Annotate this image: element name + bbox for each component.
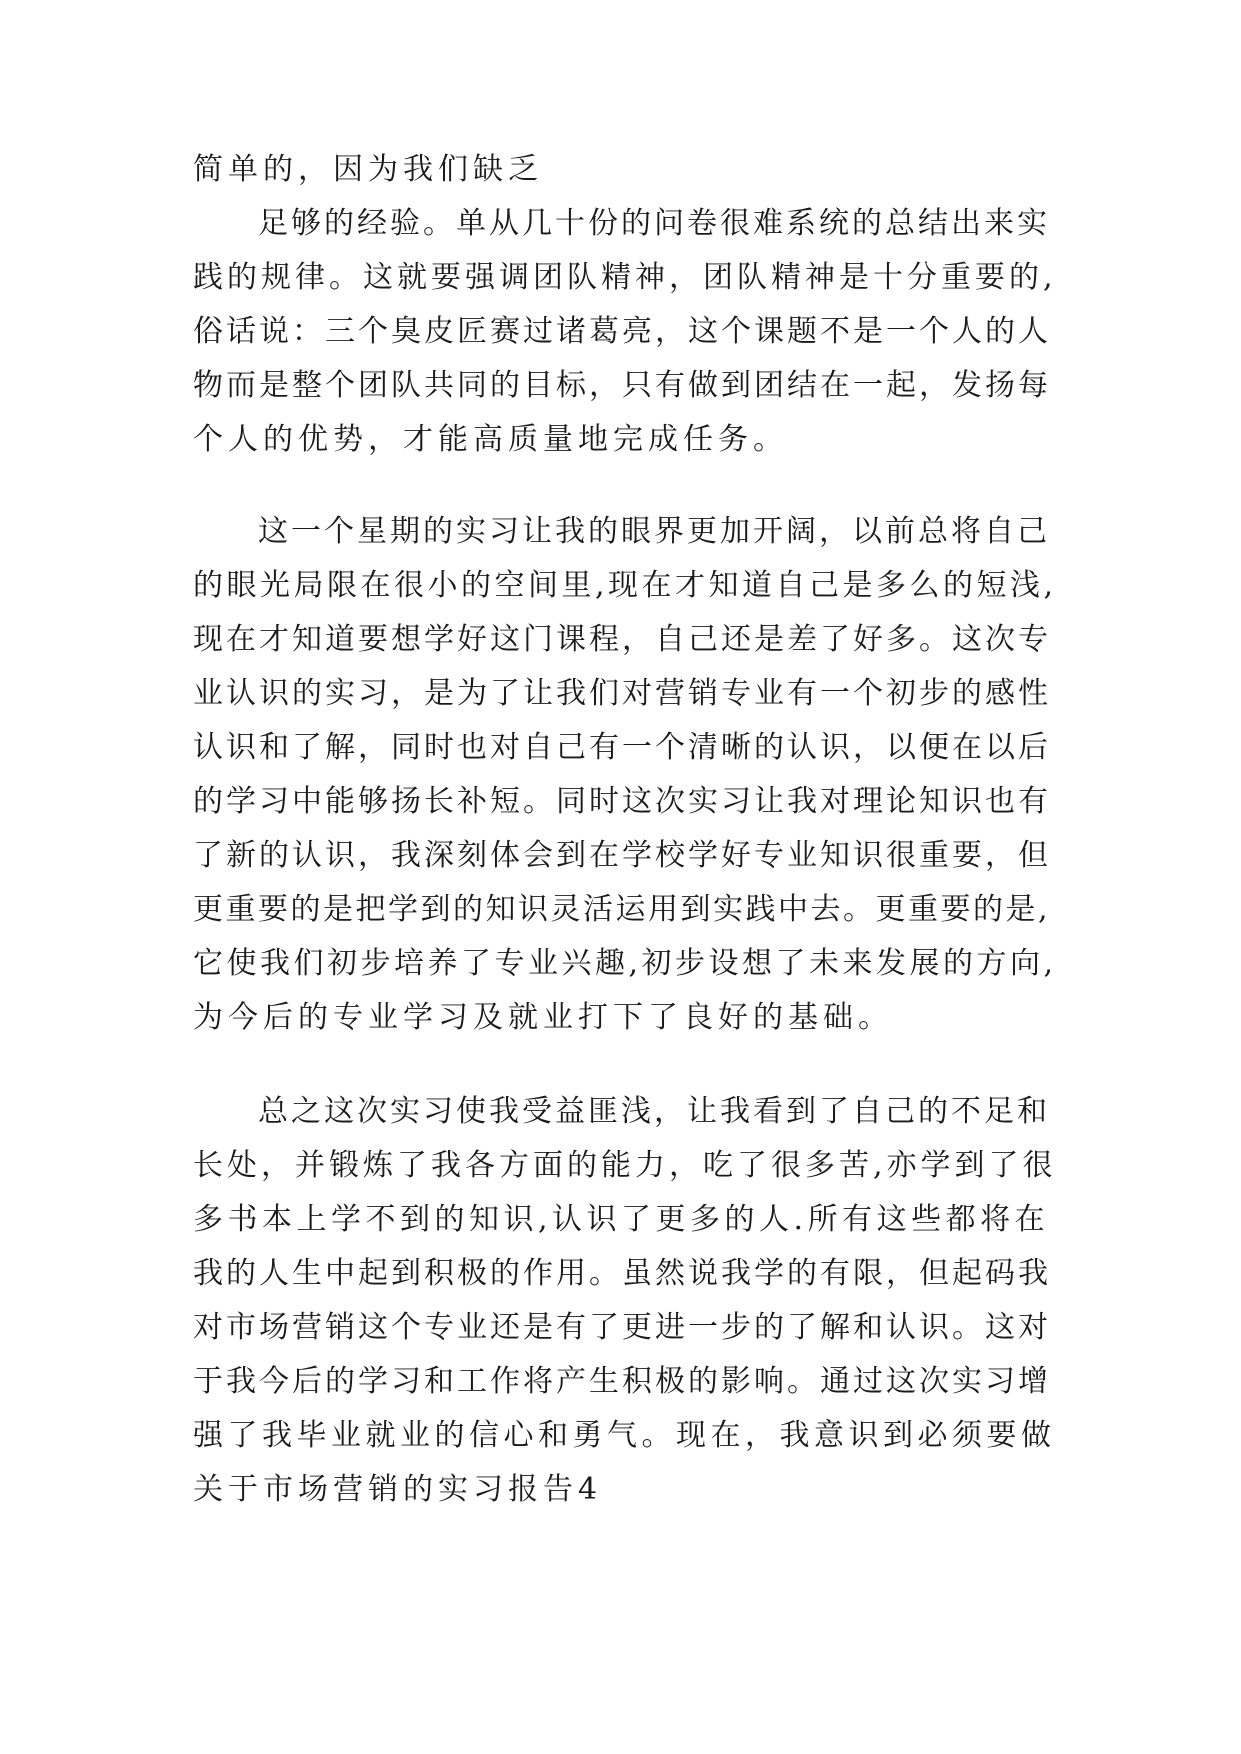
text-line: 了新的认识，我深刻体会到在学校学好专业知识很重要，但	[193, 838, 1051, 873]
text-line: 于我今后的学习和工作将产生积极的影响。通过这次实习增	[193, 1364, 1051, 1399]
text-line: 强了我毕业就业的信心和勇气。现在，我意识到必须要做	[193, 1418, 1056, 1453]
text-line: 个人的优势，才能高质量地完成任务。	[193, 422, 788, 457]
text-line: 物而是整个团队共同的目标，只有做到团结在一起，发扬每	[193, 368, 1051, 403]
text-line: 践的规律。这就要强调团队精神，团队精神是十分重要的,	[193, 260, 1057, 295]
paragraph-line: 总之这次实习使我受益匪浅，让我看到了自己的不足和	[258, 1094, 1050, 1129]
text-line: 多书本上学不到的知识,认识了更多的人.所有这些都将在	[193, 1202, 1050, 1237]
text-line: 业认识的实习，是为了让我们对营销专业有一个初步的感性	[193, 676, 1051, 711]
text-line: 我的人生中起到积极的作用。虽然说我学的有限，但起码我	[193, 1256, 1051, 1291]
text-line: 俗话说：三个臭皮匠赛过诸葛亮，这个课题不是一个人的人	[193, 314, 1051, 349]
text-line: 长处，并锻炼了我各方面的能力，吃了很多苦,亦学到了很	[193, 1148, 1057, 1183]
paragraph-line: 这一个星期的实习让我的眼界更加开阔，以前总将自己	[258, 514, 1050, 549]
text-line: 认识和了解，同时也对自己有一个清晰的认识，以便在以后	[193, 730, 1051, 765]
text-line: 对市场营销这个专业还是有了更进一步的了解和认识。这对	[193, 1310, 1051, 1345]
text-line: 现在才知道要想学好这门课程，自己还是差了好多。这次专	[193, 622, 1051, 657]
text-line: 的学习中能够扬长补短。同时这次实习让我对理论知识也有	[193, 784, 1051, 819]
paragraph-line: 足够的经验。单从几十份的问卷很难系统的总结出来实	[258, 206, 1050, 241]
text-line: 它使我们初步培养了专业兴趣,初步设想了未来发展的方向,	[193, 946, 1057, 981]
text-line: 简单的，因为我们缺乏	[193, 152, 543, 187]
text-line: 的眼光局限在很小的空间里,现在才知道自己是多么的短浅,	[193, 568, 1057, 603]
text-line: 为今后的专业学习及就业打下了良好的基础。	[193, 1000, 893, 1035]
text-line: 更重要的是把学到的知识灵活运用到实践中去。更重要的是,	[193, 892, 1051, 927]
section-heading: 关于市场营销的实习报告4	[193, 1472, 603, 1507]
